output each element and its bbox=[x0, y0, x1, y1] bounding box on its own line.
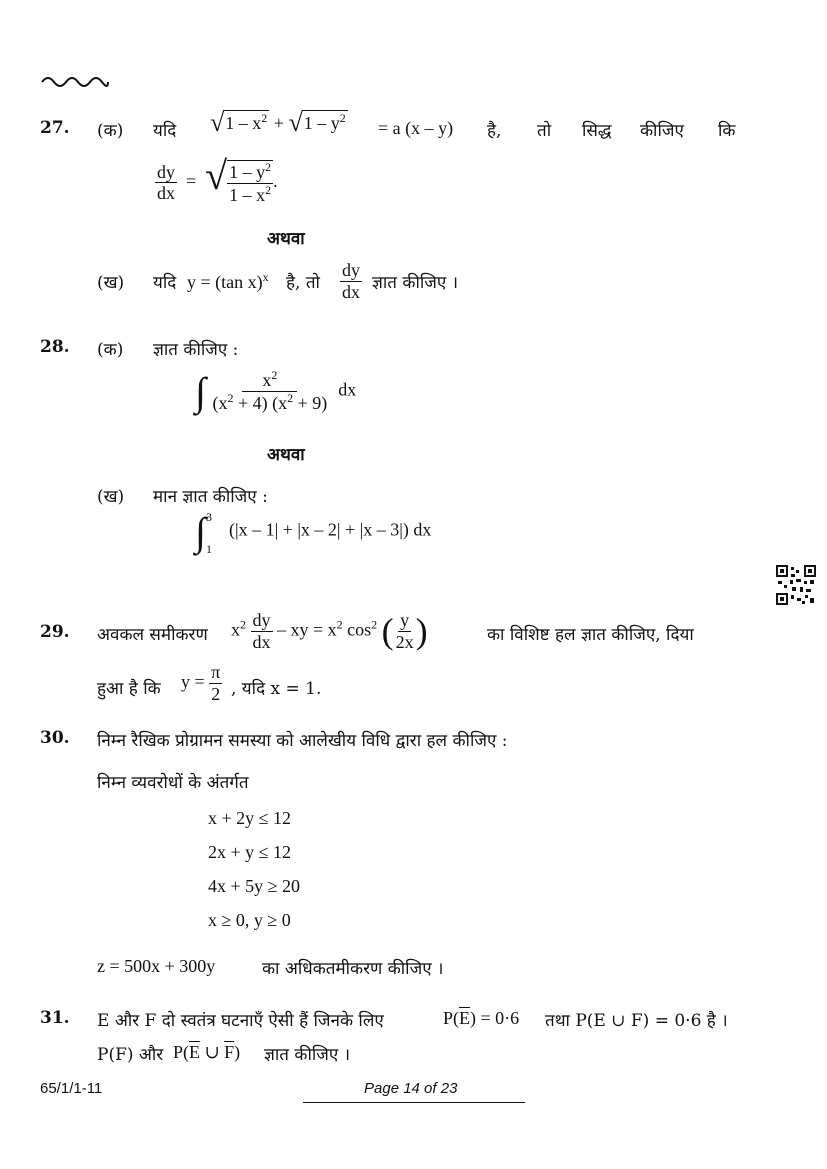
question-text: का विशिष्ट हल ज्ञात कीजिए, दिया bbox=[487, 625, 694, 645]
question-number: 31. bbox=[40, 1008, 70, 1028]
question-text: ज्ञात कीजिए । bbox=[264, 1045, 351, 1065]
question-text: है, bbox=[487, 121, 502, 141]
initial-condition: y = $\frac{\pi}{2}$ bbox=[181, 662, 221, 704]
question-text: यदि bbox=[153, 121, 177, 141]
constraint: 4x + 5y ≥ 20 bbox=[208, 876, 301, 896]
question-text: निम्न रैखिक प्रोग्रामन समस्या को आलेखीय विधि द्वारा हल कीजिए : bbox=[97, 731, 508, 751]
question-text: P(F) और bbox=[97, 1045, 164, 1065]
integral-b: ∫ 3 1 (|x – 1| + |x – 2| + |x – 3|) dx bbox=[195, 509, 432, 556]
derivative-fraction: $\frac{dy}{dx}$ bbox=[342, 260, 360, 302]
question-text: का अधिकतमीकरण कीजिए । bbox=[262, 959, 444, 979]
constraint: 2x + y ≤ 12 bbox=[208, 842, 292, 862]
paper-code: 65/1/1-11 bbox=[40, 1080, 103, 1097]
constraint: x ≥ 0, y ≥ 0 bbox=[208, 910, 291, 930]
question-text: है, तो bbox=[286, 273, 320, 293]
constraint: x + 2y ≤ 12 bbox=[208, 808, 292, 828]
derivative-equation: $\frac{dy}{dx}$ = √ $\frac{1 - y^2}{1 - x^2}$ . bbox=[157, 153, 278, 205]
question-text: E और F दो स्वतंत्र घटनाएँ ऐसी हैं जिनके लिए bbox=[97, 1011, 384, 1031]
footer-divider bbox=[303, 1102, 525, 1103]
question-text: कि bbox=[718, 121, 736, 141]
question-text: ज्ञात कीजिए । bbox=[372, 273, 459, 293]
question-text: हुआ है कि bbox=[97, 679, 161, 699]
page-number: Page 14 of 23 bbox=[364, 1080, 458, 1097]
equation-lhs: $√1 - x^2 + √1 - y^2$ bbox=[210, 108, 346, 137]
question-text: कीजिए bbox=[640, 121, 684, 141]
question-text: मान ज्ञात कीजिए : bbox=[153, 487, 268, 507]
differential-equation: $x^2$ $\frac{dy}{dx}$ – xy = $x^2$ $\cos^2$ ( $\frac{y}{2x}$ ) bbox=[231, 610, 428, 652]
question-text: अवकल समीकरण bbox=[97, 625, 208, 645]
question-number: 29. bbox=[40, 622, 70, 642]
question-number: 28. bbox=[40, 337, 70, 357]
or-label: अथवा bbox=[267, 229, 305, 249]
part-label: (ख) bbox=[97, 273, 125, 293]
part-label: (ख) bbox=[97, 487, 125, 507]
question-text: यदि bbox=[153, 273, 177, 293]
objective-function: z = 500x + 300y bbox=[97, 956, 216, 976]
equation-rhs: = a (x – y) bbox=[378, 118, 454, 138]
question-number: 30. bbox=[40, 728, 70, 748]
probability-expression: $P(\overline{E}) = 0\cdot 6$ bbox=[443, 1008, 520, 1028]
question-text: तो bbox=[537, 121, 552, 141]
integral-a: ∫ $\frac{x^2}{(x^2 + 4) (x^2 + 9)}$ dx bbox=[195, 368, 357, 414]
probability-expression: $P(\overline{E}$ ∪ $\overline{F}$) bbox=[173, 1042, 241, 1062]
part-label: (क) bbox=[97, 340, 124, 360]
question-text: ज्ञात कीजिए : bbox=[153, 340, 239, 360]
or-label: अथवा bbox=[267, 445, 305, 465]
wavy-decoration bbox=[40, 70, 110, 97]
question-text: निम्न व्यवरोधों के अंतर्गत bbox=[97, 773, 249, 793]
equation: y = (tan x)$^x$ bbox=[187, 270, 269, 292]
question-text: , यदि x = 1. bbox=[231, 679, 322, 699]
question-number: 27. bbox=[40, 118, 70, 138]
part-label: (क) bbox=[97, 121, 124, 141]
question-text: सिद्ध bbox=[582, 121, 612, 141]
qr-code bbox=[776, 565, 816, 610]
question-text: तथा P(E ∪ F) = 0·6 है । bbox=[545, 1011, 728, 1031]
